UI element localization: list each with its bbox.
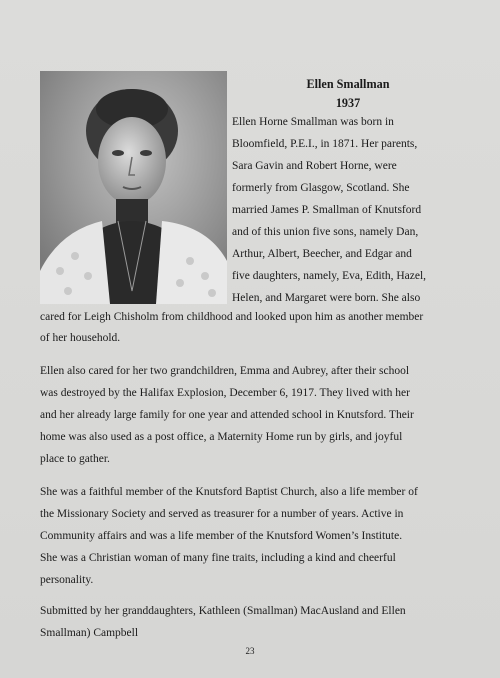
text-line: Arthur, Albert, Beecher, and Edgar and [232, 248, 412, 260]
text-line: five daughters, namely, Eva, Edith, Hazel, [232, 270, 427, 282]
text-line: place to gather. [40, 453, 110, 465]
text-line: Community affairs and was a life member of the Knutsford Women’s Institute. [40, 530, 403, 542]
text-line: Helen, and Margaret were born. She also [232, 292, 421, 304]
text-line: home was also used as a post office, a Maternity Home run by girls, and joyful [40, 431, 403, 443]
text-line: and her already large family for one year and attended school in Knutsford. Their [40, 409, 414, 421]
text-line: She was a faithful member of the Knutsford Baptist Church, also a life member of [40, 486, 418, 498]
page-number: 23 [245, 646, 255, 656]
text-line: Ellen also cared for her two grandchildren, Emma and Aubrey, after their school [40, 365, 410, 377]
text-line: formerly from Glasgow, Scotland. She [232, 182, 410, 194]
text-line: cared for Leigh Chisholm from childhood and looked upon him as another member [40, 311, 424, 323]
text-line: and of this union five sons, namely Dan, [232, 226, 419, 238]
text-line: Bloomfield, P.E.I., in 1871. Her parents, [232, 138, 418, 150]
text-line: She was a Christian woman of many fine traits, including a kind and cheerful [40, 552, 396, 564]
text-line: personality. [40, 574, 94, 586]
text-line: was destroyed by the Halifax Explosion, December 6, 1917. They lived with her [40, 387, 410, 399]
text-line: the Missionary Society and served as treasurer for a number of years. Active in [40, 508, 404, 520]
text-line: Sara Gavin and Robert Horne, were [232, 160, 397, 172]
article-year: 1937 [335, 96, 361, 110]
text-line: Ellen Horne Smallman was born in [232, 116, 394, 128]
text-line: married James P. Smallman of Knutsford [232, 204, 422, 216]
text-line: Submitted by her granddaughters, Kathleen (Smallman) MacAusland and Ellen [40, 605, 406, 617]
article-title: Ellen Smallman [306, 77, 390, 91]
text-line: of her household. [40, 332, 121, 344]
portrait-photo [40, 71, 227, 304]
text-line: Smallman) Campbell [40, 627, 139, 639]
